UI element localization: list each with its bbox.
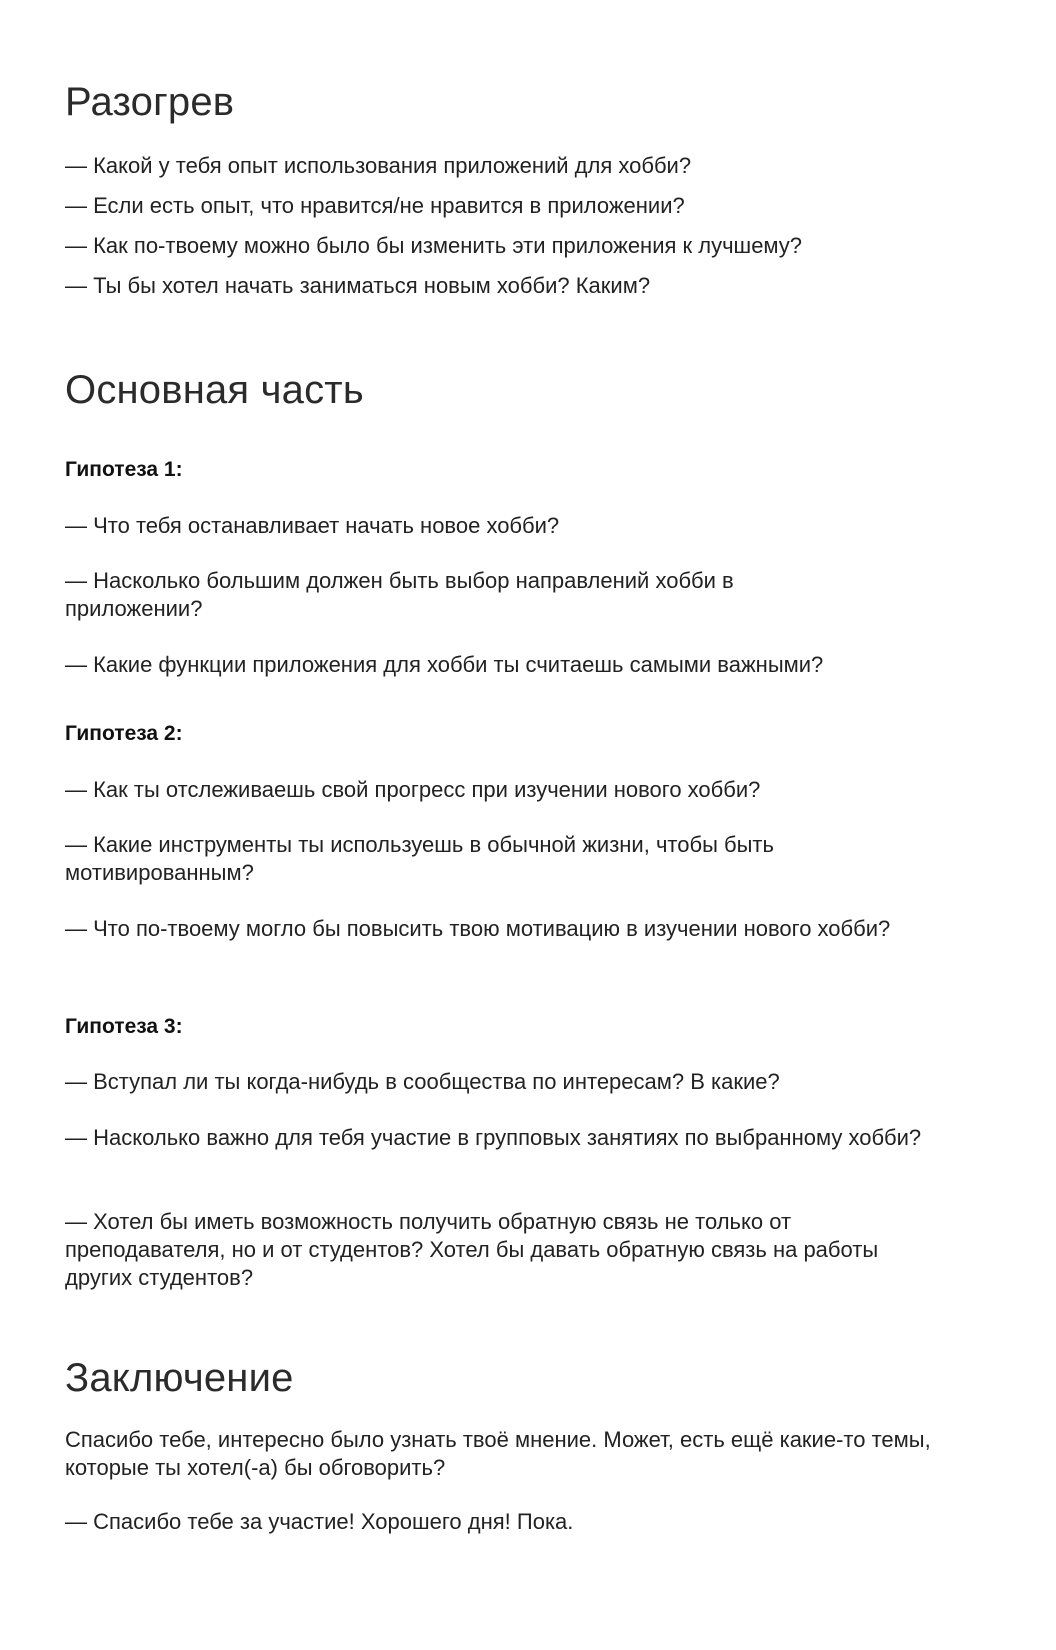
hypothesis-3-question-2: — Насколько важно для тебя участие в групповых занятиях по выбранному хобби? <box>65 1125 922 1150</box>
hypothesis-2-question-1: — Как ты отслеживаешь свой прогресс при изучении нового хобби? <box>65 777 761 802</box>
hypothesis-2-title: Гипотеза 2: <box>65 722 183 745</box>
warmup-question-2: — Если есть опыт, что нравится/не нравится в приложении? <box>65 193 685 218</box>
conclusion-closing: — Спасибо тебе за участие! Хорошего дня! Пока. <box>65 1509 574 1534</box>
hypothesis-1-question-3: — Какие функции приложения для хобби ты считаешь самыми важными? <box>65 652 824 677</box>
hypothesis-1-question-2: — Насколько большим должен быть выбор направлений хобби в приложении? <box>65 568 734 621</box>
section-heading-conclusion: Заключение <box>65 1356 294 1400</box>
hypothesis-1-title: Гипотеза 1: <box>65 458 183 481</box>
section-heading-main: Основная часть <box>65 368 364 412</box>
conclusion-paragraph: Спасибо тебе, интересно было узнать твоё мнение. Может, есть ещё какие-то темы, которые ты хотел(-а) бы обговорить? <box>65 1427 931 1480</box>
hypothesis-3-question-1: — Вступал ли ты когда-нибудь в сообщества по интересам? В какие? <box>65 1069 780 1094</box>
hypothesis-3-title: Гипотеза 3: <box>65 1015 183 1038</box>
hypothesis-2-question-3: — Что по-твоему могло бы повысить твою мотивацию в изучении нового хобби? <box>65 916 891 941</box>
warmup-question-1: — Какой у тебя опыт использования приложений для хобби? <box>65 153 692 178</box>
section-heading-warmup: Разогрев <box>65 80 235 124</box>
warmup-question-3: — Как по-твоему можно было бы изменить эти приложения к лучшему? <box>65 233 803 258</box>
hypothesis-1-question-1: — Что тебя останавливает начать новое хобби? <box>65 513 560 538</box>
hypothesis-3-question-3: — Хотел бы иметь возможность получить обратную связь не только от преподавателя, но и от студентов? Хотел бы давать обратную связь на работы других студентов? <box>65 1209 879 1290</box>
warmup-question-4: — Ты бы хотел начать заниматься новым хобби? Каким? <box>65 273 651 298</box>
hypothesis-2-question-2: — Какие инструменты ты используешь в обычной жизни, чтобы быть мотивированным? <box>65 832 774 885</box>
